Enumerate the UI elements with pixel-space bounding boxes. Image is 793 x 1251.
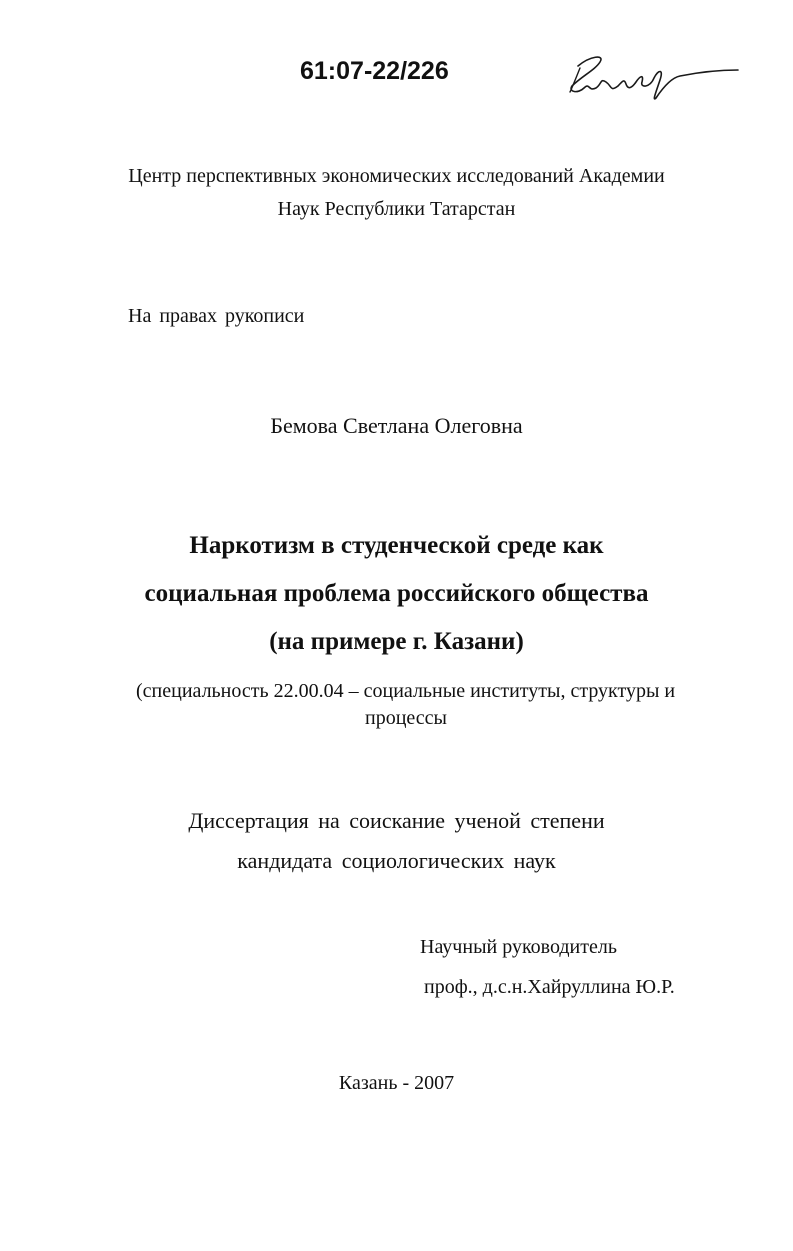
institution-line-1: Центр перспективных экономических исследований Академии <box>128 165 665 187</box>
document-code: 61:07-22/226 <box>300 57 449 85</box>
institution-line-2: Наук Республики Татарстан <box>277 198 516 220</box>
specialty-line-2: процессы <box>365 707 447 729</box>
title-line-1: Наркотизм в студенческой среде как <box>189 532 604 559</box>
supervisor-name: проф., д.с.н.Хайруллина Ю.Р. <box>424 976 675 998</box>
handwritten-signature <box>560 48 740 110</box>
manuscript-rights: На правах рукописи <box>128 305 305 327</box>
specialty-line-1: (специальность 22.00.04 – социальные институты, структуры и <box>136 680 676 702</box>
supervisor <box>420 927 675 1007</box>
specialty <box>136 678 676 732</box>
institution-name <box>0 160 793 226</box>
title-line-2: социальная проблема российского общества <box>144 580 649 607</box>
degree-statement <box>0 801 793 881</box>
title-line-3: (на примере г. Казани) <box>269 628 524 655</box>
dissertation-title <box>0 522 793 666</box>
supervisor-label: Научный руководитель <box>420 936 617 958</box>
degree-line-1: Диссертация на соискание ученой степени <box>188 808 605 833</box>
city-year: Казань - 2007 <box>338 1072 455 1094</box>
author-name: Бемова Светлана Олеговна <box>270 413 523 438</box>
degree-line-2: кандидата социологических наук <box>237 848 556 873</box>
